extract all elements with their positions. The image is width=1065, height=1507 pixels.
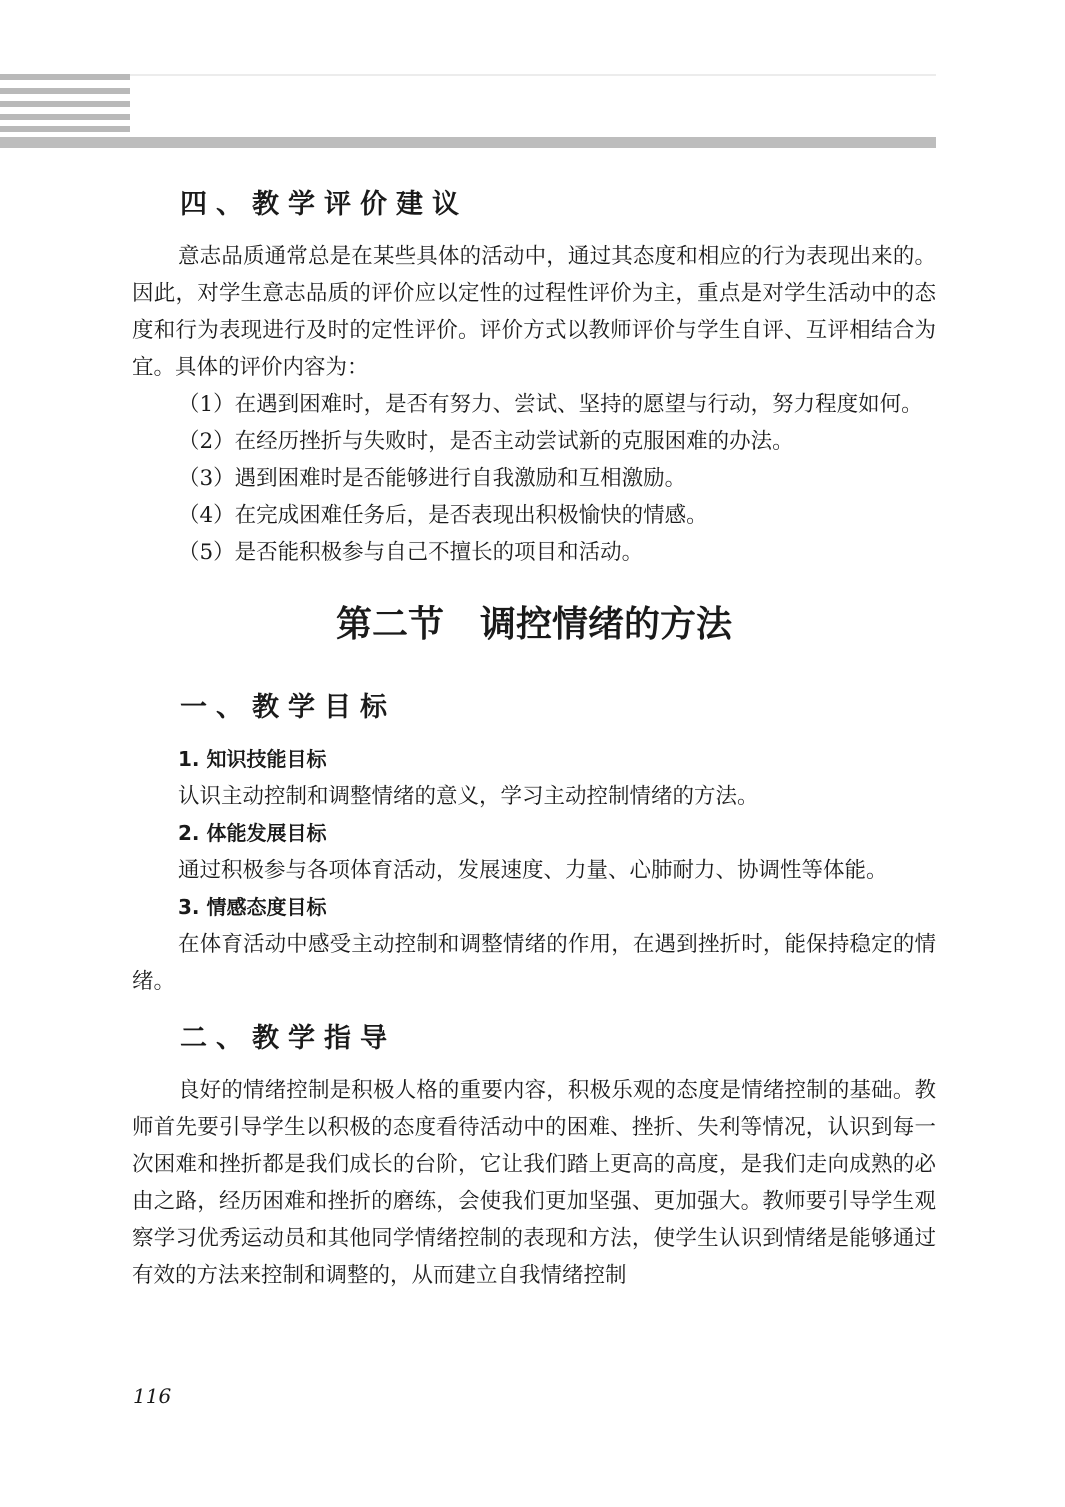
- goal-text-fitness: 通过积极参与各项体育活动，发展速度、力量、心肺耐力、协调性等体能。: [178, 858, 888, 883]
- evaluation-item-2: （2）在经历挫折与失败时，是否主动尝试新的克服困难的办法。: [178, 429, 794, 454]
- evaluation-paragraph: 意志品质通常总是在某些具体的活动中，通过其态度和相应的行为表现出来的。因此，对学生意志品质的评价应以定性的过程性评价为主，重点是对学生活动中的态度和行为表现进行及时的定性评价。评价方式以教师评价与学生自评、互评相结合为宜。具体的评价内容为：: [132, 244, 936, 380]
- section-heading-goals: 一、教学目标: [180, 692, 396, 723]
- evaluation-item-3: （3）遇到困难时是否能够进行自我激励和互相激励。: [178, 466, 687, 491]
- chapter-title: 第二节 调控情绪的方法: [335, 603, 732, 645]
- page-number: 116: [133, 1384, 172, 1408]
- header-stripe: [0, 101, 130, 107]
- goal-text-knowledge: 认识主动控制和调整情绪的意义，学习主动控制情绪的方法。: [178, 784, 759, 809]
- section-heading-evaluation: 四、教学评价建议: [180, 189, 468, 220]
- goal-title-attitude: 3. 情感态度目标: [178, 895, 327, 919]
- header-top-line: [130, 74, 936, 76]
- header-stripe: [0, 114, 130, 120]
- evaluation-item-1: （1）在遇到困难时，是否有努力、尝试、坚持的愿望与行动，努力程度如何。: [178, 392, 923, 417]
- goal-title-fitness: 2. 体能发展目标: [178, 821, 327, 845]
- evaluation-item-5: （5）是否能积极参与自己不擅长的项目和活动。: [178, 540, 644, 565]
- goal-title-knowledge: 1. 知识技能目标: [178, 747, 327, 771]
- page-content: [132, 180, 936, 1294]
- header-stripe: [0, 88, 130, 94]
- guidance-paragraph: 良好的情绪控制是积极人格的重要内容，积极乐观的态度是情绪控制的基础。教师首先要引导学生以积极的态度看待活动中的困难、挫折、失利等情况，认识到每一次困难和挫折都是我们成长的台阶，它让我们踏上更高的高度，是我们走向成熟的必由之路，经历困难和挫折的磨练，会使我们更加坚强、更加强大。教师要引导学生观察学习优秀运动员和其他同学情绪控制的表现和方法，使学生认识到情绪是能够通过有效的方法来控制和调整的，从而建立自我情绪控制: [132, 1078, 936, 1288]
- header-stripe: [0, 126, 130, 132]
- section-heading-guidance: 二、教学指导: [180, 1023, 396, 1054]
- header-bar: [0, 137, 936, 148]
- goal-text-attitude: 在体育活动中感受主动控制和调整情绪的作用，在遇到挫折时，能保持稳定的情绪。: [132, 932, 936, 994]
- header-stripe: [0, 74, 130, 80]
- evaluation-item-4: （4）在完成困难任务后，是否表现出积极愉快的情感。: [178, 503, 708, 528]
